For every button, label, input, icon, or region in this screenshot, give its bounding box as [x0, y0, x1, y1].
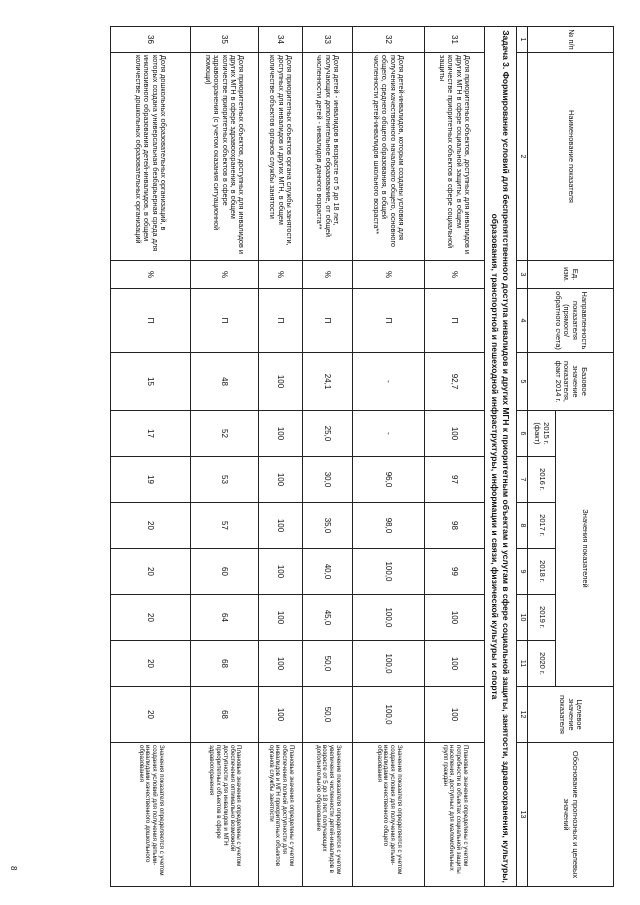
row-value-2015: 17: [110, 411, 190, 457]
row-base: 15: [110, 353, 190, 411]
row-justification: Значение показателя определяется с учетом увеличения численности детей-инвалидов в возрасте от 5 до 18 лет, получающих дополнительное образование: [302, 743, 352, 887]
row-value-2015: 100: [424, 411, 484, 457]
header-year: 2015 г. (факт): [528, 411, 556, 457]
row-name: Доля приоритетных объектов, доступных для инвалидов и других МГН в сфере здравоохранения, в общем количестве приоритетных объектов в сфере здравоохранения (с учетом оказания ситуационной помощи): [190, 53, 258, 261]
row-value-2018: 100: [258, 549, 302, 595]
column-number: 6: [516, 411, 527, 457]
row-unit: %: [302, 261, 352, 289]
row-target: 50,0: [302, 687, 352, 743]
row-value-2016: 30,0: [302, 457, 352, 503]
row-base: 100: [258, 353, 302, 411]
header-num: № п/п: [528, 27, 614, 53]
row-value-2019: 100: [424, 595, 484, 641]
column-number: 8: [516, 503, 527, 549]
row-base: 48: [190, 353, 258, 411]
row-value-2020: 50,0: [302, 641, 352, 687]
row-value-2017: 98,0: [352, 503, 424, 549]
row-name: Доля приоритетных объектов органа службы занятости, доступных для инвалидов и других МГН, в общем количестве объектов органов службы занятости: [258, 53, 302, 261]
header-values-group: Значения показателей: [556, 411, 614, 687]
row-name: Доля дошкольных образовательных организаций, в которых создана универсальная безбарьерная среда для инклюзивного образования детей-инвалидов, в общем количестве дошкольных образовательных организаций: [110, 53, 190, 261]
row-direction: П: [110, 289, 190, 353]
row-value-2019: 20: [110, 595, 190, 641]
table-row: [352, 27, 424, 887]
table-row: [258, 27, 302, 887]
row-value-2018: 100,0: [352, 549, 424, 595]
column-number: 10: [516, 595, 527, 641]
header-justification: Обоснование прогнозных и целевых значений: [528, 743, 614, 887]
row-num: 35: [190, 27, 258, 53]
row-value-2016: 96,0: [352, 457, 424, 503]
header-year: 2020 г.: [528, 641, 556, 687]
row-value-2016: 97: [424, 457, 484, 503]
row-value-2019: 64: [190, 595, 258, 641]
row-num: 32: [352, 27, 424, 53]
row-value-2015: 25,0: [302, 411, 352, 457]
header-year: 2018 г.: [528, 549, 556, 595]
row-justification: Значения показателя определяются с учетом создания условий для получения детьми-инвалидами качественного дошкольного образования: [110, 743, 190, 887]
section-title: Задача 3. Формирование условий для беспрепятственного доступа инвалидов и других МГН к приоритетным объектам и услугам в сфере социальной защиты, занятости, здравоохранения, культуры, образования, транспортной и пешеходной инфраструктуры, информации и связи, физической культуры и спорта: [484, 27, 516, 887]
column-number: 11: [516, 641, 527, 687]
header-year: 2019 г.: [528, 595, 556, 641]
row-value-2017: 20: [110, 503, 190, 549]
header-direction: Направленность показателя (прямого/обратного счета): [528, 289, 614, 353]
row-num: 34: [258, 27, 302, 53]
row-value-2018: 99: [424, 549, 484, 595]
row-num: 33: [302, 27, 352, 53]
row-value-2020: 100: [258, 641, 302, 687]
row-value-2018: 40,0: [302, 549, 352, 595]
header-name: Наименование показателя: [528, 53, 614, 261]
row-direction: П: [190, 289, 258, 353]
row-unit: %: [110, 261, 190, 289]
row-justification: Плановые значения определены с учетом потребности в объектах социальной защиты населения, доступных для маломобильных групп граждан: [424, 743, 484, 887]
row-target: 100,0: [352, 687, 424, 743]
row-value-2015: 52: [190, 411, 258, 457]
row-value-2019: 45,0: [302, 595, 352, 641]
row-value-2017: 57: [190, 503, 258, 549]
table-row: [302, 27, 352, 887]
row-justification: Плановые значения определены с учетом обеспечения оптимально возможной доступности для инвалидов и МГН приоритетных объектов в сфере здравоохранения: [190, 743, 258, 887]
row-value-2017: 35,0: [302, 503, 352, 549]
column-number: 9: [516, 549, 527, 595]
row-value-2020: 100: [424, 641, 484, 687]
row-target: 100: [258, 687, 302, 743]
row-value-2017: 98: [424, 503, 484, 549]
row-value-2017: 100: [258, 503, 302, 549]
row-value-2016: 100: [258, 457, 302, 503]
column-number: 3: [516, 261, 527, 289]
row-name: Доля приоритетных объектов, доступных для инвалидов и других МГН в сфере социальной защиты, в общем количестве приоритетных объектов в сфере социальной защиты: [424, 53, 484, 261]
table-row: [424, 27, 484, 887]
row-value-2016: 53: [190, 457, 258, 503]
row-unit: %: [190, 261, 258, 289]
row-base: -: [352, 353, 424, 411]
row-unit: %: [352, 261, 424, 289]
row-target: 20: [110, 687, 190, 743]
column-number: 7: [516, 457, 527, 503]
row-target: 100: [424, 687, 484, 743]
page-number: 8: [9, 866, 18, 871]
row-direction: П: [302, 289, 352, 353]
table-row: [190, 27, 258, 887]
header-year: 2016 г.: [528, 457, 556, 503]
row-value-2016: 19: [110, 457, 190, 503]
row-base: 24,1: [302, 353, 352, 411]
table-row: [110, 27, 190, 887]
row-target: 68: [190, 687, 258, 743]
row-value-2015: 100: [258, 411, 302, 457]
row-value-2019: 100,0: [352, 595, 424, 641]
row-value-2019: 100: [258, 595, 302, 641]
row-direction: П: [258, 289, 302, 353]
column-number: 4: [516, 289, 527, 353]
row-base: 92,7: [424, 353, 484, 411]
row-value-2020: 100,0: [352, 641, 424, 687]
header-year: 2017 г.: [528, 503, 556, 549]
row-value-2020: 20: [110, 641, 190, 687]
row-value-2018: 60: [190, 549, 258, 595]
row-name: Доля детей-инвалидов, которым созданы условия для получения качественного начального общего, основного общего, среднего общего образования, в общей численности детей-инвалидов школьного возраста**: [352, 53, 424, 261]
row-justification: Плановые значения определены с учетом обеспечения полной доступности для инвалидов и МГН приоритетных объектов органов службы занятости: [258, 743, 302, 887]
row-unit: %: [424, 261, 484, 289]
row-unit: %: [258, 261, 302, 289]
column-number: 13: [516, 743, 527, 887]
row-name: Доля детей - инвалидов в возрасте от 5 до 18 лет, получающих дополнительное образование, от общей численности детей - инвалидов данного возраста**: [302, 53, 352, 261]
header-unit: Ед. изм.: [528, 261, 614, 289]
column-number: 5: [516, 353, 527, 411]
indicators-table: [110, 26, 614, 887]
column-number: 12: [516, 687, 527, 743]
column-number: 2: [516, 53, 527, 261]
row-direction: П: [424, 289, 484, 353]
header-target: Целевое значение показателя: [528, 687, 614, 743]
row-value-2018: 20: [110, 549, 190, 595]
header-base: Базовое значение показателя, факт 2014 г.: [528, 353, 614, 411]
column-number: 1: [516, 27, 527, 53]
row-num: 36: [110, 27, 190, 53]
row-direction: П: [352, 289, 424, 353]
row-value-2020: 68: [190, 641, 258, 687]
row-value-2015: -: [352, 411, 424, 457]
row-justification: Значение показателя определяется с учетом создания условия для получения детьми-инвалидами качественного общего образования: [352, 743, 424, 887]
row-num: 31: [424, 27, 484, 53]
